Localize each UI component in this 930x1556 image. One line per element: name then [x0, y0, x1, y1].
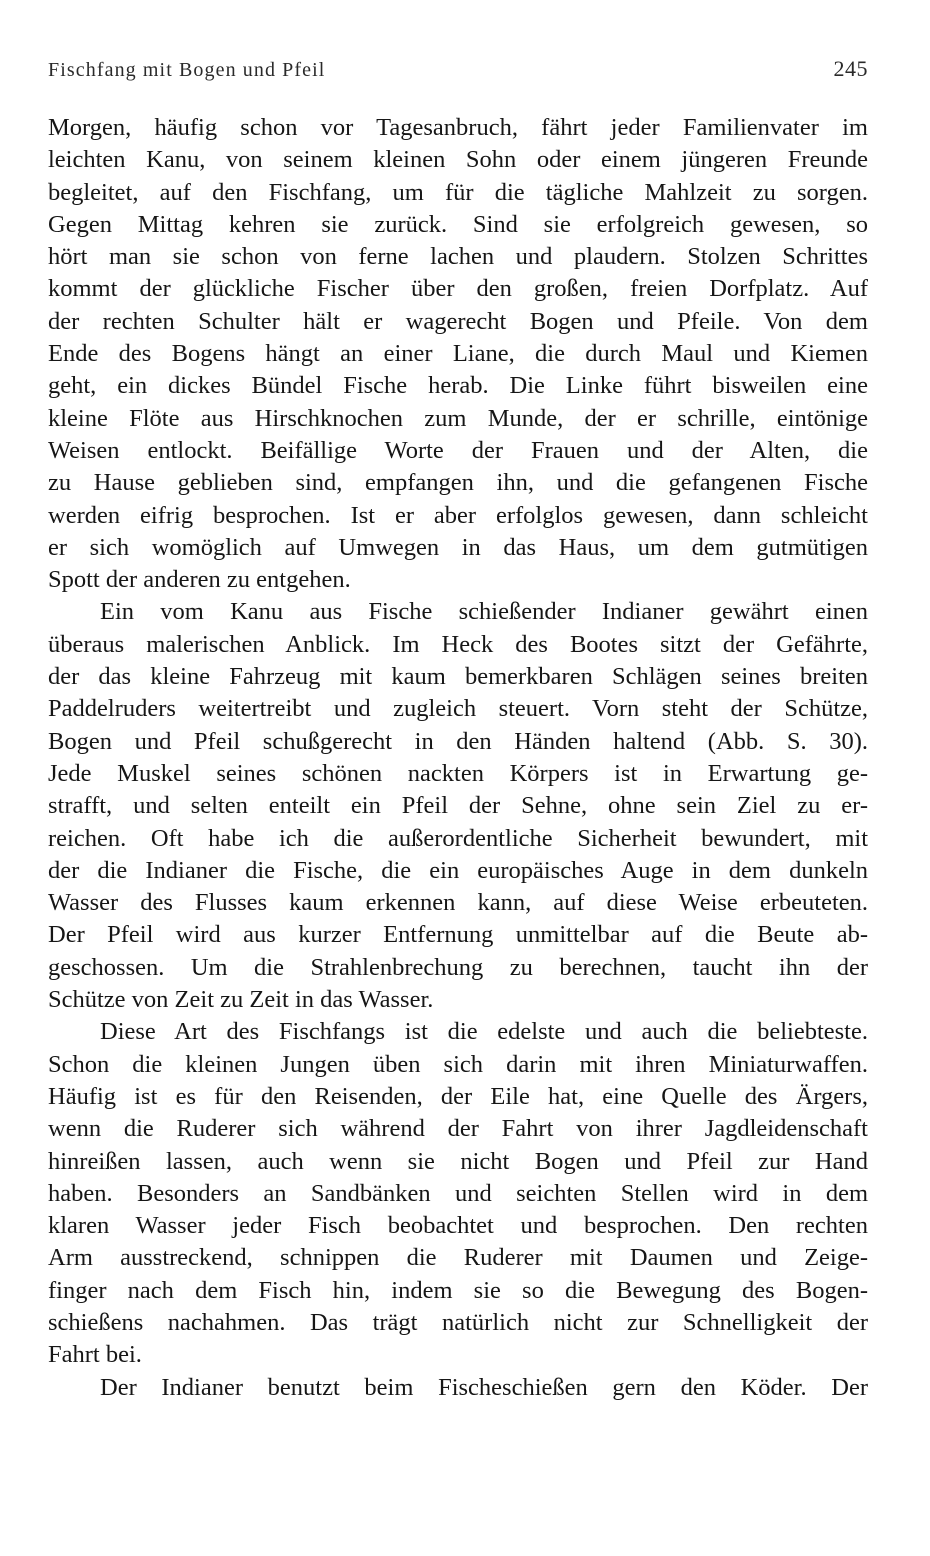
text-line: werden eifrig besprochen. Ist er aber erfolglos gewesen, dann schleicht — [48, 501, 868, 529]
text-line: Spott der anderen zu entgehen. — [48, 566, 351, 594]
book-page — [48, 56, 868, 1404]
text-line: Schütze von Zeit zu Zeit in das Wasser. — [48, 986, 434, 1014]
text-line: der das kleine Fahrzeug mit kaum bemerkbaren Schlägen seines breiten — [48, 663, 868, 691]
text-line: Ein vom Kanu aus Fische schießender Indianer gewährt einen — [100, 598, 868, 626]
text-line: er sich womöglich auf Umwegen in das Haus, um dem gutmütigen — [48, 533, 868, 561]
text-line: überaus malerischen Anblick. Im Heck des Bootes sitzt der Gefährte, — [48, 630, 868, 658]
text-line: kommt der glückliche Fischer über den großen, freien Dorfplatz. Auf — [48, 275, 868, 303]
text-line: strafft, und selten enteilt ein Pfeil der Sehne, ohne sein Ziel zu er- — [48, 792, 868, 820]
text-line: Ende des Bogens hängt an einer Liane, die durch Maul und Kiemen — [48, 340, 868, 368]
paragraph-text — [48, 1372, 868, 1404]
text-line: Häufig ist es für den Reisenden, der Eile hat, eine Quelle des Ärgers, — [48, 1082, 868, 1110]
paragraph-text — [48, 596, 868, 1016]
text-line: Jede Muskel seines schönen nackten Körpers ist in Erwartung ge- — [48, 759, 868, 787]
text-line: Schon die kleinen Jungen üben sich darin mit ihren Miniaturwaffen. — [48, 1050, 868, 1078]
text-line: Paddelruders weitertreibt und zugleich steuert. Vorn steht der Schütze, — [48, 695, 868, 723]
text-line: kleine Flöte aus Hirschknochen zum Munde, der er schrille, eintönige — [48, 404, 868, 432]
paragraph — [48, 596, 868, 1016]
text-line: begleitet, auf den Fischfang, um für die tägliche Mahlzeit zu sorgen. — [48, 178, 868, 206]
paragraph-text — [48, 1016, 868, 1371]
text-line: der rechten Schulter hält er wagerecht Bogen und Pfeile. Von dem — [48, 307, 868, 335]
text-line: hinreißen lassen, auch wenn sie nicht Bogen und Pfeil zur Hand — [48, 1147, 868, 1175]
paragraph-text — [48, 112, 868, 596]
text-line: Der Indianer benutzt beim Fischeschießen gern den Köder. Der — [100, 1373, 868, 1401]
paragraph — [48, 1016, 868, 1371]
text-line: geschossen. Um die Strahlenbrechung zu berechnen, taucht ihn der — [48, 953, 868, 981]
text-line: Arm ausstreckend, schnippen die Ruderer mit Daumen und Zeige- — [48, 1244, 868, 1272]
text-line: zu Hause geblieben sind, empfangen ihn, und die gefangenen Fische — [48, 469, 868, 497]
paragraph — [48, 112, 868, 596]
text-line: reichen. Oft habe ich die außerordentliche Sicherheit bewundert, mit — [48, 824, 868, 852]
text-line: Der Pfeil wird aus kurzer Entfernung unmittelbar auf die Beute ab- — [48, 921, 868, 949]
text-line: leichten Kanu, von seinem kleinen Sohn oder einem jüngeren Freunde — [48, 146, 868, 174]
body-text — [48, 112, 868, 1404]
running-title: Fischfang mit Bogen und Pfeil — [48, 59, 326, 81]
text-line: wenn die Ruderer sich während der Fahrt von ihrer Jagdleidenschaft — [48, 1115, 868, 1143]
running-head — [48, 56, 868, 90]
text-line: Fahrt bei. — [48, 1341, 142, 1369]
text-line: Morgen, häufig schon vor Tagesanbruch, fährt jeder Familienvater im — [48, 114, 868, 141]
text-line: Wasser des Flusses kaum erkennen kann, auf diese Weise erbeuteten. — [48, 889, 868, 917]
text-line: finger nach dem Fisch hin, indem sie so die Bewegung des Bogen- — [48, 1276, 868, 1304]
text-line: Gegen Mittag kehren sie zurück. Sind sie erfolgreich gewesen, so — [48, 210, 868, 238]
text-line: klaren Wasser jeder Fisch beobachtet und besprochen. Den rechten — [48, 1212, 868, 1240]
text-line: haben. Besonders an Sandbänken und seichten Stellen wird in dem — [48, 1179, 868, 1207]
text-line: Diese Art des Fischfangs ist die edelste und auch die beliebteste. — [100, 1018, 868, 1046]
paragraph — [48, 1372, 868, 1404]
text-line: der die Indianer die Fische, die ein europäisches Auge in dem dunkeln — [48, 856, 868, 884]
text-line: Weisen entlockt. Beifällige Worte der Frauen und der Alten, die — [48, 436, 868, 464]
text-line: hört man sie schon von ferne lachen und plaudern. Stolzen Schrittes — [48, 243, 868, 271]
text-line: schießens nachahmen. Das trägt natürlich nicht zur Schnelligkeit der — [48, 1308, 868, 1336]
text-line: Bogen und Pfeil schußgerecht in den Händen haltend (Abb. S. 30). — [48, 727, 868, 755]
text-line: geht, ein dickes Bündel Fische herab. Die Linke führt bisweilen eine — [48, 372, 868, 400]
page-number: 245 — [833, 56, 868, 81]
